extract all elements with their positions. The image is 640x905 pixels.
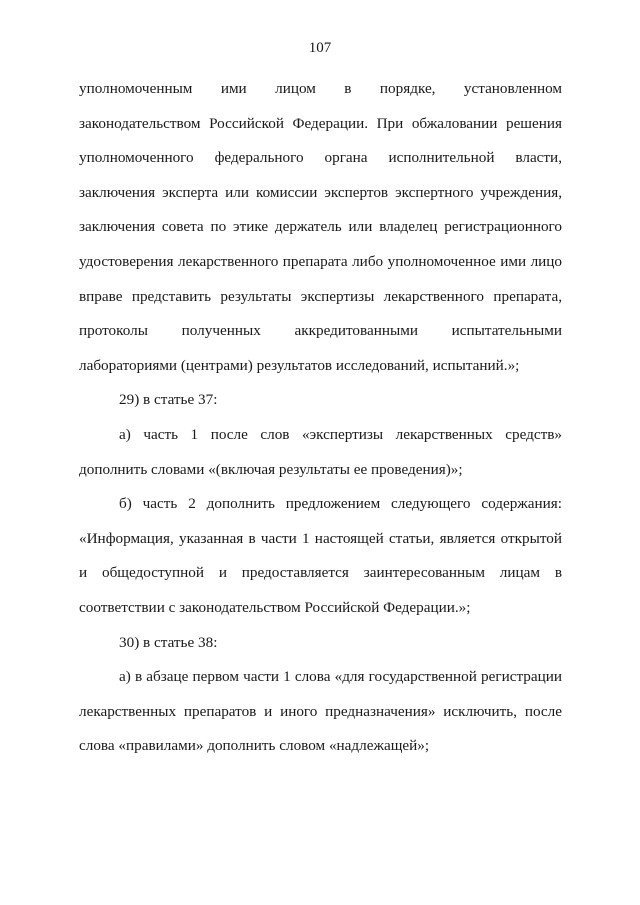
paragraph-continuation: уполномоченным ими лицом в порядке, установленном законодательством Российской Федерации. При обжаловании решения уполномоченного федерального органа исполнительной власти, заключения эксперта или комиссии экспертов экспертного учреждения, заключения совета по этике держатель или владелец регистрационного удостоверения лекарственного препарата либо уполномоченное ими лицо вправе представить результаты экспертизы лекарственного препарата, протоколы полученных аккредитованными испытательными лабораториями (центрами) результатов исследований, испытаний.»; bbox=[79, 80, 562, 374]
paragraph-article-38-part-a: а) в абзаце первом части 1 слова «для государственной регистрации лекарственных препаратов и иного предназначения» исключить, после слова «правилами» дополнить словом «надлежащей»; bbox=[79, 668, 562, 755]
page-number: 107 bbox=[308, 40, 332, 56]
paragraph-article-37-part-a: а) часть 1 после слов «экспертизы лекарственных средств» дополнить словами «(включая результаты ее проведения)»; bbox=[79, 425, 562, 478]
paragraph-article-37-heading: 29) в статье 37: bbox=[119, 391, 218, 409]
document-body bbox=[79, 72, 562, 764]
paragraph-article-37-part-b: б) часть 2 дополнить предложением следующего содержания: «Информация, указанная в части 1 настоящей статьи, является открытой и общедоступной и предоставляется заинтересованным лицам в соответствии с законодательством Российской Федерации.»; bbox=[79, 495, 562, 616]
paragraph-article-38-heading: 30) в статье 38: bbox=[119, 633, 218, 651]
